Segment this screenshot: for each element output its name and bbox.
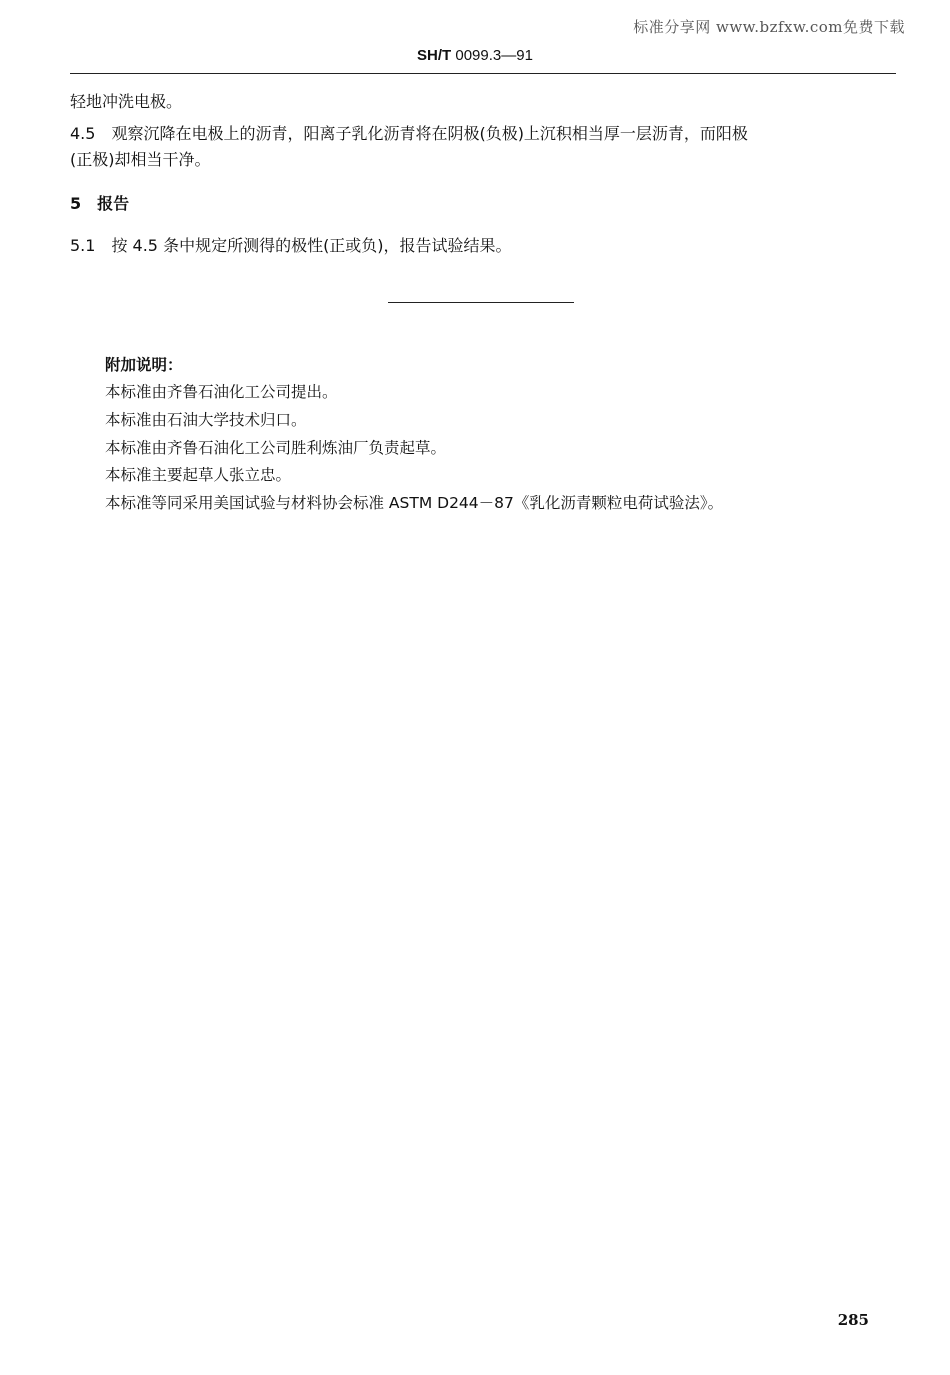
note-item: 本标准由石油大学技术归口。 (105, 411, 307, 429)
standard-number: 0099.3—91 (455, 47, 533, 64)
section-5-heading: 5 报告 (70, 194, 130, 213)
standard-code (0, 47, 950, 64)
note-item: 本标准由齐鲁石油化工公司提出。 (105, 383, 338, 401)
watermark-text: 标准分享网 www.bzfxw.com免费下载 (633, 18, 905, 36)
standard-prefix: SH/T (417, 47, 452, 64)
header-divider (70, 73, 896, 74)
clause-4-5-line-2: (正极)却相当干净。 (70, 150, 211, 169)
clause-5-1: 5.1 按 4.5 条中规定所测得的极性(正或负)，报告试验结果。 (70, 236, 512, 255)
clause-4-5-line-1: 4.5 观察沉降在电极上的沥青，阳离子乳化沥青将在阴极(负极)上沉积相当厚一层沥青，而阳极 (70, 124, 748, 143)
note-item: 本标准主要起草人张立忠。 (105, 466, 292, 484)
note-item: 本标准等同采用美国试验与材料协会标准 ASTM D244－87《乳化沥青颗粒电荷试验法》。 (105, 494, 724, 512)
end-of-text-rule (388, 302, 574, 303)
note-item: 本标准由齐鲁石油化工公司胜利炼油厂负责起草。 (105, 439, 447, 457)
page-number: 285 (837, 1311, 869, 1329)
additional-notes-title: 附加说明： (105, 356, 183, 374)
continuation-line: 轻地冲洗电极。 (70, 92, 183, 111)
